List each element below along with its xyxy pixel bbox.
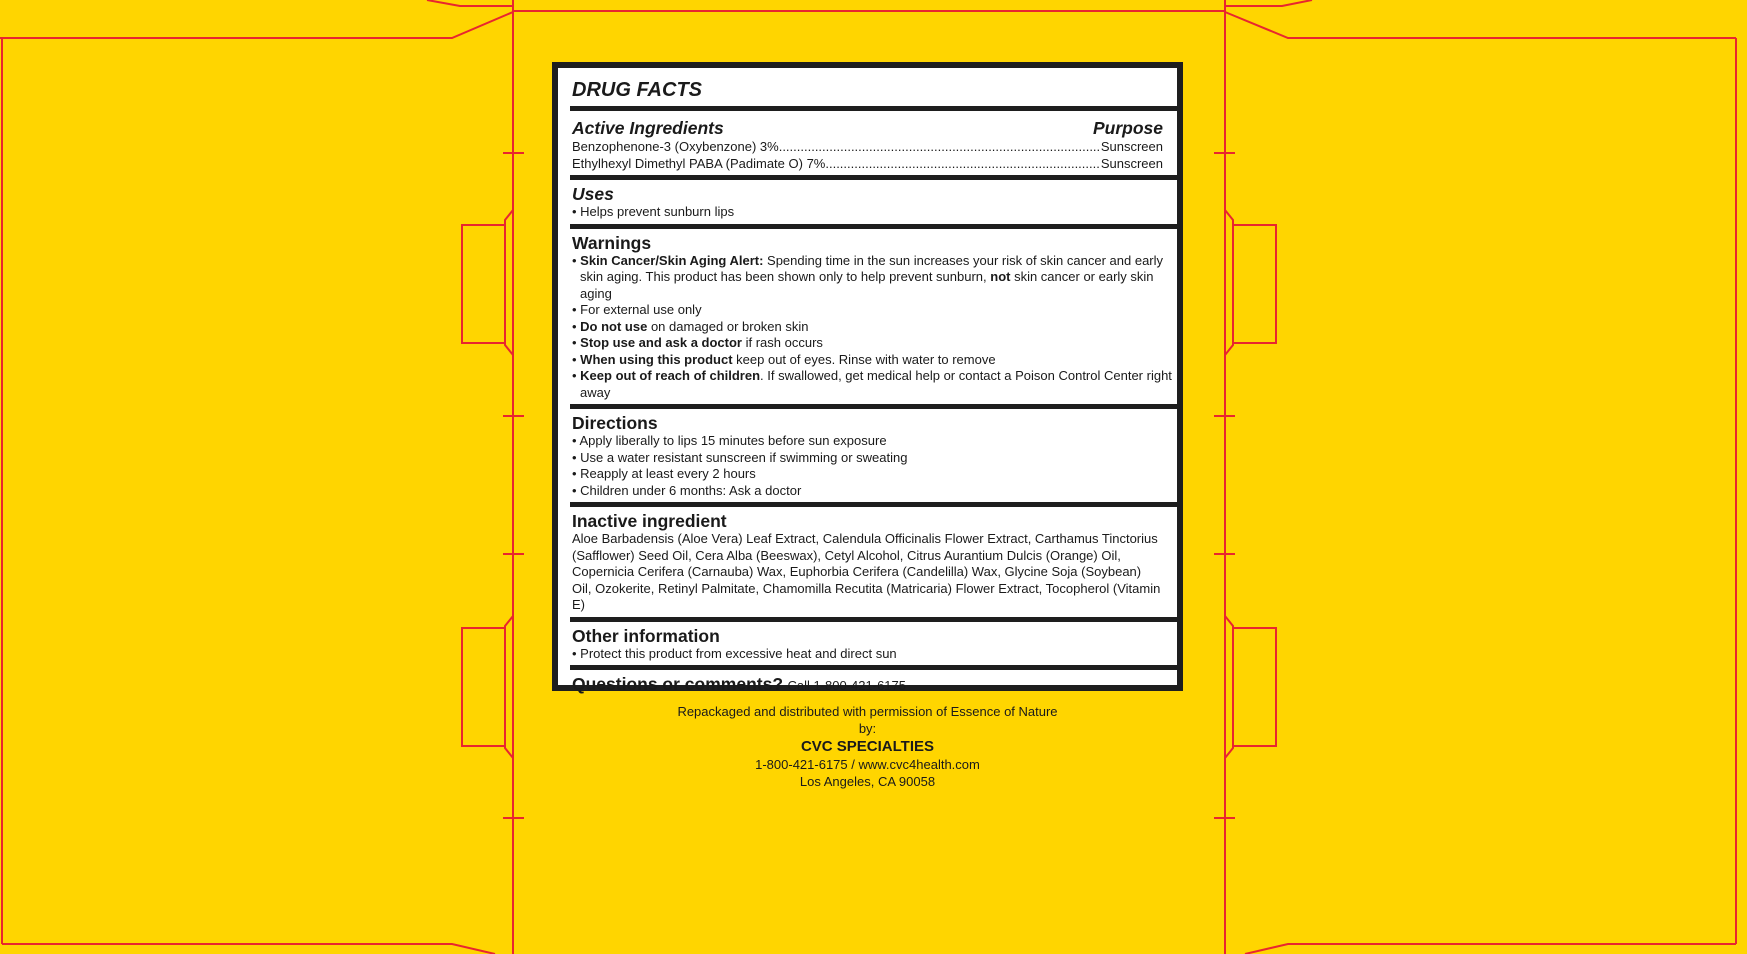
questions-section <box>572 670 1173 698</box>
warning-text: if rash occurs <box>742 335 823 350</box>
questions-phone: Call 1-800-421-6175 <box>787 678 906 693</box>
directions-section <box>572 409 1173 502</box>
purpose-heading: Purpose <box>1092 118 1163 138</box>
warning-bold-text: not <box>990 269 1011 284</box>
warnings-heading: Warnings <box>572 232 652 253</box>
company-address: Los Angeles, CA 90058 <box>799 774 936 789</box>
inactive-heading: Inactive ingredient <box>572 511 727 531</box>
directions-heading: Directions <box>572 413 658 433</box>
ingredient-name: Benzophenone-3 (Oxybenzone) 3% <box>572 139 779 154</box>
warning-text: . If swallowed, get medical help or contact a Poison Control Center right away <box>580 368 1172 400</box>
warning-bold-text: When using this product <box>580 351 733 367</box>
distributor-line: Repackaged and distributed with permission of Essence of Nature <box>677 704 1058 719</box>
distributor-info <box>552 703 1183 790</box>
directions-item: • Reapply at least every 2 hours <box>572 466 756 481</box>
active-ingredient-row <box>572 155 1163 172</box>
directions-item: • Apply liberally to lips 15 minutes before sun exposure <box>572 433 887 448</box>
warning-bold-text: Skin Cancer/Skin Aging Alert: <box>580 252 764 268</box>
active-ingredients-heading: Active Ingredients <box>572 118 724 138</box>
warning-bold-text: Keep out of reach of children <box>580 368 761 383</box>
ingredient-purpose: Sunscreen <box>1100 139 1163 154</box>
company-contact: 1-800-421-6175 / www.cvc4health.com <box>755 757 980 772</box>
active-ingredient-row <box>572 138 1163 155</box>
uses-section <box>572 180 1173 224</box>
warning-item: • Do not use on damaged or broken skin <box>572 318 809 334</box>
warning-text: skin cancer or early skin aging <box>580 269 1154 301</box>
active-ingredients-header <box>572 118 1163 138</box>
warnings-section <box>572 229 1173 405</box>
active-ingredients-section <box>572 111 1173 175</box>
warning-item: • For external use only <box>572 302 702 317</box>
drug-facts-panel <box>552 62 1183 694</box>
warning-item: • Keep out of reach of children. If swallowed, get medical help or contact a Poison Control Center right away <box>572 368 1172 400</box>
ingredient-name: Ethylhexyl Dimethyl PABA (Padimate O) 7% <box>572 156 826 171</box>
warning-text: Spending time in the sun increases your risk of skin cancer and early skin aging. This product has been shown only to help prevent sunburn, <box>580 252 1164 284</box>
warning-item: • Skin Cancer/Skin Aging Alert: Spending time in the sun increases your risk of skin cancer and early skin aging. This product has been shown only to help prevent sunburn, not skin cancer or early skin aging <box>572 252 1164 301</box>
warning-text: For external use only <box>580 302 702 317</box>
drug-facts-title: DRUG FACTS <box>572 79 702 101</box>
other-information-section <box>572 622 1173 666</box>
uses-item: • Helps prevent sunburn lips <box>572 204 735 219</box>
warning-item: • Stop use and ask a doctor if rash occurs <box>572 335 823 350</box>
directions-item: • Children under 6 months: Ask a doctor <box>572 482 802 498</box>
questions-heading: Questions or comments? <box>572 674 784 694</box>
warning-item: • When using this product keep out of eyes. Rinse with water to remove <box>572 351 996 367</box>
warning-text: on damaged or broken skin <box>647 318 809 334</box>
warning-bold-text: Do not use <box>580 318 648 334</box>
uses-heading: Uses <box>572 184 614 204</box>
company-name: CVC SPECIALTIES <box>800 738 935 755</box>
leader-dots <box>779 138 1101 155</box>
inactive-ingredients-section <box>572 507 1173 617</box>
leader-dots <box>825 155 1100 172</box>
ingredient-purpose: Sunscreen <box>1100 156 1163 171</box>
directions-item: • Use a water resistant sunscreen if swimming or sweating <box>572 449 908 465</box>
warning-bold-text: Stop use and ask a doctor <box>580 335 742 350</box>
warnings-list <box>572 253 1173 402</box>
other-information-heading: Other information <box>572 625 720 646</box>
distributor-by: by: <box>858 721 877 736</box>
warning-text: keep out of eyes. Rinse with water to remove <box>732 351 996 367</box>
inactive-ingredients-text: Aloe Barbadensis (Aloe Vera) Leaf Extract, Calendula Officinalis Flower Extract, Carthamus Tinctorius (Safflower) Seed Oil, Cera Alba (Beeswax), Cetyl Alcohol, Citrus Aurantium Dulcis (Orange) Oil, Copernicia Cerifera (Carnauba) Wax, Euphorbia Cerifera (Candelilla) Wax, Glycine Soja (Soybean) Oil, Ozokerite, Retinyl Palmitate, Chamomilla Recutita (Matricaria) Flower Extract, Tocopherol (Vitamin E) <box>572 531 1161 612</box>
other-information-item: • Protect this product from excessive heat and direct sun <box>572 645 897 661</box>
